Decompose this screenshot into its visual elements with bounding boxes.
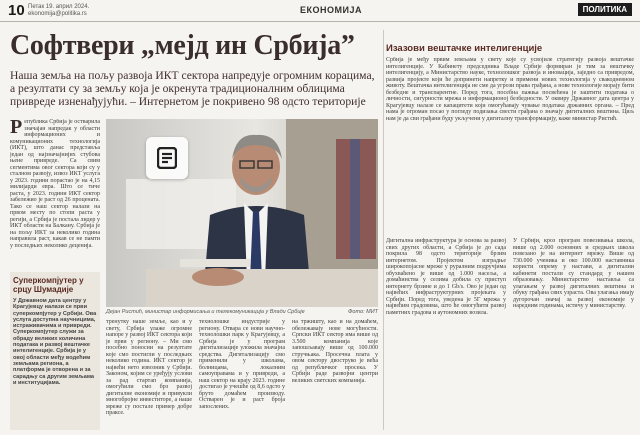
article-headline: Софтвери „мејд ин Србија” [10,30,355,61]
article-column-a: тренутку наше земље, као и у свету, Србија улаже огромне напоре у развој ИКТ сектора који је први у региону. – Ми смо посебно поносни на резултате које смо постигли у последњих неколико година. ИКТ сектор је највећи нето извозник у Србији. Законом, којим се уређују услови за рад стартап компанија, омогућили смо брз развој дигиталне економије и привукли многобројне инвеститоре, а наше мреже су постале пример добре праксе. [106,319,192,416]
sidebar-text: У Државном дата центру у Крагујевцу налази се први суперкомпјутер у Србији. Ова услуга доступна научницима, истраживачима и привреди. Суперкомпјутер служи за обраду великих количина података и развој вештачке интелигенције. Србија је у овој области међу водећим земљама региона, а платформа је отворена и за сарадњу са другим земљама и институцијама. [13,298,97,386]
lead-text: епублика Србија је остварила значајан напредак у области информационих и комуникационих технологија (ИКТ), што данас представља један од најзначајнијих стубова њене привреде. Са свим сегментима овог сектора који су у сталном развоју, извоз ИКТ услуга у 2023. години порастао је на 4,15 милијарди евра. Што се тиче раста, у 2023. години ИКТ сектор забележио је раст од 26 процената. Тако се наш сектор налази на првом месту по стопи раста у регији, а Србија је постала лидер у ИКТ области на Балкану. Србија је на пољу ИКТ за неколико година направила раст, какав се не памти у последњих неколико деценија. [10,119,100,249]
caption-text: Дејан Ристић, министар информисања и телекомуникација у Влади Србије [106,309,305,315]
page-number: 10 [8,2,25,19]
right-article-title: Изазови вештачке интелигенције [386,43,543,54]
page-header [0,0,640,22]
article-column-c: на тржишту, као и на домаћем, обележавају нове могућности. Српски ИКТ сектор има више од 3.500 компанија које запошљавају више од 100.000 стручњака. Просечна плата у овом сектору двоструко је већа од републичког просека. У Србији раде развојни центри великих светских компанија. [292,319,378,384]
article-subhead: Наша земља на пољу развоја ИКТ сектора напредује огромним корацима, а резултати су за земљу која је окренута традиционалним облицима привреде изненађујући. – Интернетом је покривено 98 одсто територије [10,69,375,108]
column-divider [383,30,384,430]
article-lead-column [10,119,100,271]
article-column-b: технолошке индустрије у региону. Отвара се нови научно-технолошки парк у Крагујевцу, а Србија је у програм дигитализације уложила значајна средства. Дигитализацију смо применили у школама, болницама, локалним самоуправама и у привреди, а наш сектор на крају 2023. године достигао је учешће од 8,6 одсто у бруто домаћем производу. Остварен је и раст броја запослених. [199,319,285,410]
sidebar-title: Суперкомпјутер у срцу Шумадије [13,276,84,294]
right-article-column-b: У Србији, кроз програм повезивања школа, више од 2.000 основних и средњих школа повезано је на интернет мрежу. Више од 730.000 ученика и око 100.000 наставника користи опрему у настави, а дигитални кабинети постали су стандард у нашем образовању. Министарство наставља са улагањем у развој дигиталних вештина и обуку грађана свих узраста. Ова улагања имају дугорочан значај за развој економије у наредним годинама, истичу у министарству. [513,238,634,309]
date-text: Петак 19. април 2024. [28,4,90,10]
drop-cap: Р [10,119,23,138]
masthead-logo: ПОЛИТИКА [578,3,632,16]
document-icon [157,147,177,169]
photo-caption [106,309,378,315]
section-email: ekonomija@politika.rs [28,11,87,17]
date-line [28,4,89,18]
right-article-column-a: Дигитална инфраструктура је основа за развој свих других области, а Србија је до сада покрила 98 одсто територије брзим интернетом. Пројектом изградње широкопојасне мреже у руралним подручјима обухваћено је више од 1.000 насеља, а домаћинства у селима добила су приступ интернету брзине и до 1 Gb/s. Ово је један од највећих инфраструктурних пројеката у Србији. Поред тога, уведена је 5Г мрежа у највећим градовима, што ће омогућити развој паметних градова и аутономних возила. [386,238,506,316]
section-title: ЕКОНОМИЈА [300,5,362,15]
photo-credit: Фото: МИТ [348,309,378,315]
right-article-text: Србија је међу првим земљама у свету које су усвојиле стратегију развоја вештачке интелигенције. У Кабинету председника Владе Србије формиран је тим за вештачку интелигенцију, а Министарство науке, технолошког развоја и иновација, заједно са привредом, развија пројекте који ће допринети напретку и примени нових технологија у свакодневном животу. Вештачка интелигенција не сме да угрози права грађана, а нове технологије морају бити безбедне и транспарентне. Поред тога, посебна пажња посвећена је заштити података о личности, сигурности мрежа и информационој безбедности. У оквиру Државног дата центра у Крагујевцу налазе се капацитети који омогућавају чување података државних органа. – Пред нама је огроман посао у погледу подизања свести грађана о значају дигиталних вештина. Циљ нам је да сви грађани буду укључени у дигиталну трансформацију, каже министар Ристић. [386,57,634,122]
document-reader-button[interactable] [146,137,188,179]
sidebar-box [10,272,100,430]
